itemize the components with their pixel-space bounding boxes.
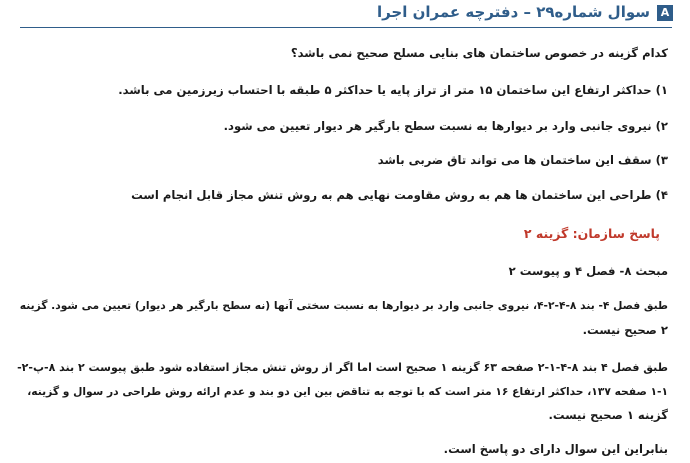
option-4: ۴) طراحی این ساختمان ها هم به روش مقاومت نهایی هم به روش تنش مجاز قابل انجام است [131, 188, 668, 202]
question-title: سوال شماره۲۹ – دفترچه عمران اجرا [376, 3, 650, 21]
explanation-1-line-2: ۲ صحیح نیست. [582, 323, 668, 337]
option-3: ۳) سقف این ساختمان ها می تواند تاق ضربی باشد [377, 153, 668, 167]
question-stem: کدام گزینه در خصوص ساختمان های بنایی مسلح صحیح نمی باشد؟ [290, 46, 668, 60]
answer-heading: پاسخ سازمان: گزینه ۲ [523, 226, 660, 241]
explanation-1-line-1: طبق فصل ۴- بند ۸-۴-۲-۴، نیروی جانبی وارد بر دیوارها به نسبت سختی آنها (نه سطح بارگیر هر دیوار) تعیین می شود. گزینه [19, 299, 668, 312]
section-badge: A [657, 5, 673, 21]
explanation-2-line-3: گزینه ۱ صحیح نیست. [548, 408, 668, 422]
answer-conclusion: بنابراین این سوال دارای دو پاسخ است. [443, 442, 668, 456]
option-2: ۲) نیروی جانبی وارد بر دیوارها به نسبت سطح بارگیر هر دیوار تعیین می شود. [223, 119, 668, 133]
explanation-2-line-2: ۱-۱ صفحه ۱۳۷، حداکثر ارتفاع ۱۶ متر است که با توجه به تناقض بین این دو بند و عدم ارائه روش طراحی در سوال و گزینه، [27, 385, 668, 398]
title-underline [20, 27, 672, 28]
option-1: ۱) حداکثر ارتفاع این ساختمان ۱۵ متر از تراز پایه یا حداکثر ۵ طبقه با احتساب زیرزمین می باشد. [118, 83, 668, 97]
explanation-2-line-1: طبق فصل ۴ بند ۸-۴-۱-۲ صفحه ۶۳ گزینه ۱ صحیح است اما اگر از روش تنش مجاز استفاده شود طبق پیوست ۲ بند ۸-پ-۲- [17, 361, 668, 374]
answer-reference: مبحث ۸- فصل ۴ و پیوست ۲ [508, 264, 668, 278]
